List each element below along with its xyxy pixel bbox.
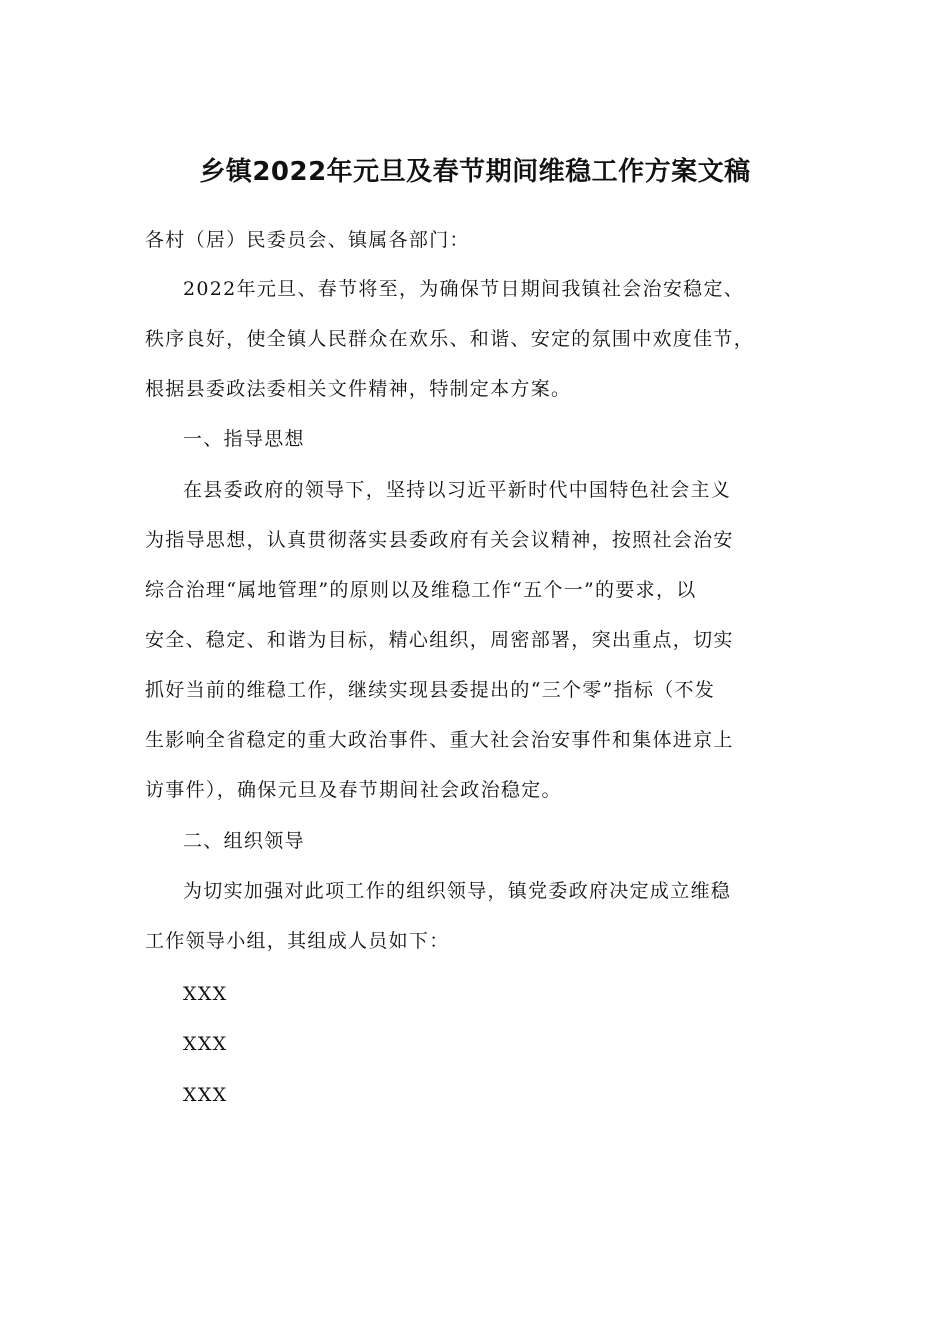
member-name: XXX	[183, 1084, 228, 1106]
document-title: 乡镇2022年元旦及春节期间维稳工作方案文稿	[199, 157, 751, 187]
member-name: XXX	[183, 1033, 228, 1055]
section2-line: 工作领导小组，其组成人员如下：	[145, 930, 450, 952]
intro-line: 秩序良好，使全镇人民群众在欢乐、和谐、安定的氛围中欢度佳节，	[145, 328, 755, 350]
section-heading-2: 二、组织领导	[183, 830, 305, 852]
member-name: XXX	[183, 983, 228, 1005]
section2-line: 为切实加强对此项工作的组织领导，镇党委政府决定成立维稳	[183, 880, 732, 902]
section1-line: 综合治理“属地管理”的原则以及维稳工作“五个一”的要求，以	[145, 579, 697, 601]
section1-line: 为指导思想，认真贯彻落实县委政府有关会议精神，按照社会治安	[145, 529, 734, 551]
section1-line: 生影响全省稳定的重大政治事件、重大社会治安事件和集体进京上	[145, 729, 734, 751]
section1-line: 访事件），确保元旦及春节期间社会政治稳定。	[145, 779, 562, 801]
salutation: 各村（居）民委员会、镇属各部门：	[145, 229, 470, 251]
section1-line: 安全、稳定、和谐为目标，精心组织，周密部署，突出重点，切实	[145, 629, 734, 651]
intro-line: 根据县委政法委相关文件精神，特制定本方案。	[145, 378, 572, 400]
section1-line: 在县委政府的领导下，坚持以习近平新时代中国特色社会主义	[183, 479, 732, 501]
section1-line: 抓好当前的维稳工作，继续实现县委提出的“三个零”指标（不发	[145, 679, 716, 701]
intro-line: 2022年元旦、春节将至，为确保节日期间我镇社会治安稳定、	[183, 278, 745, 300]
section-heading-1: 一、指导思想	[183, 428, 305, 450]
